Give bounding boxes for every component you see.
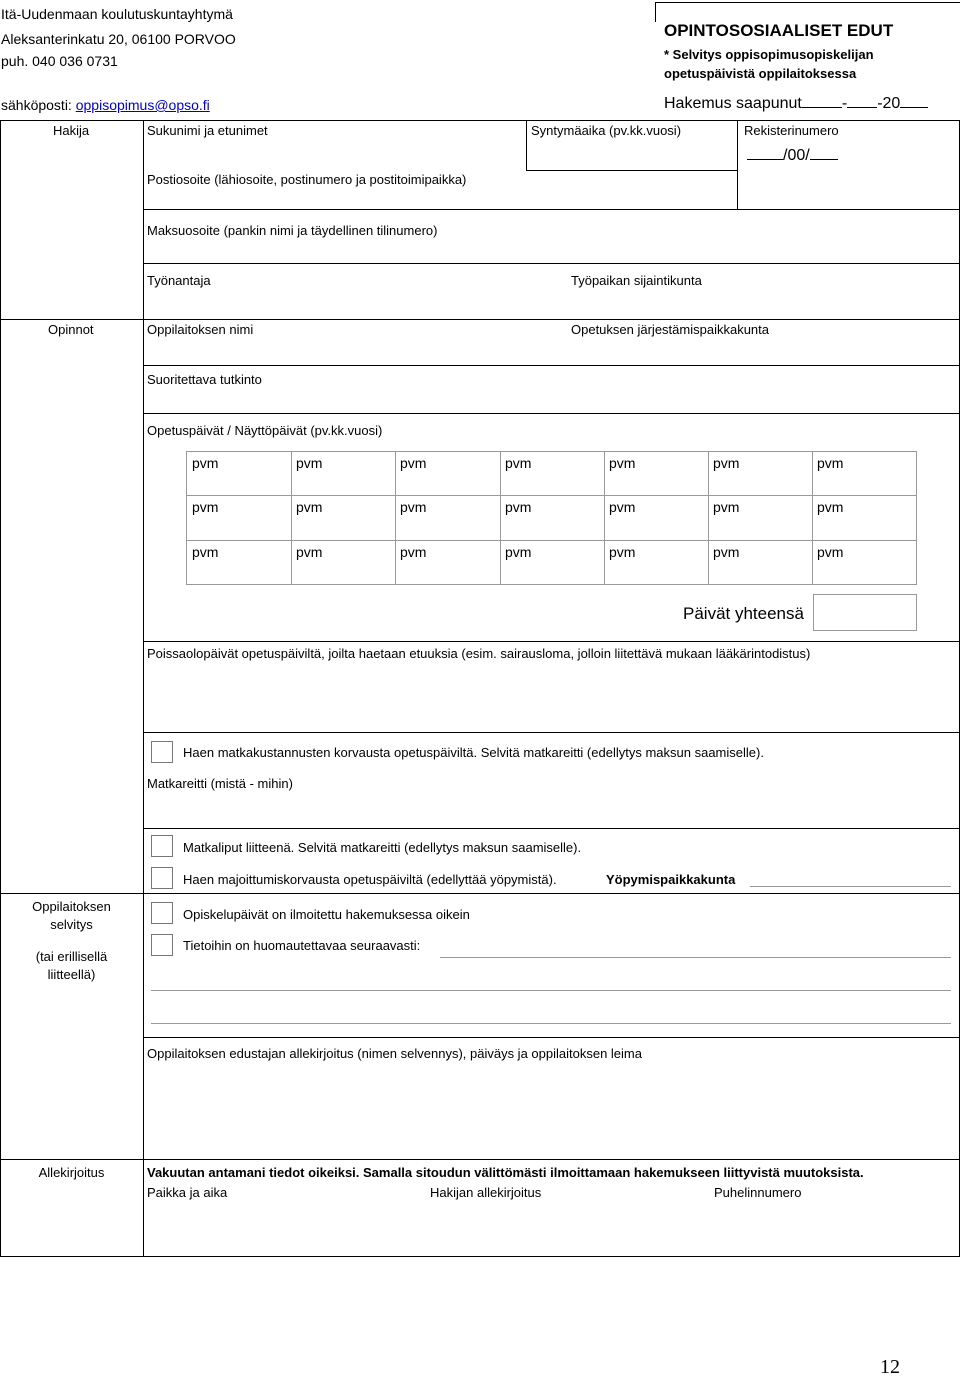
date-cell[interactable]: pvm — [400, 499, 427, 515]
declaration-text: Vakuutan antamani tiedot oikeiksi. Samalla sitoudun välittömästi ilmoittamaan hakemukseen liittyvistä muutoksista. — [147, 1165, 864, 1180]
email-label: sähköposti: — [1, 97, 72, 113]
date-cell[interactable]: pvm — [609, 499, 636, 515]
register-field-value: /00/ — [747, 146, 838, 165]
header-top-line — [655, 2, 960, 3]
place-date-label: Paikka ja aika — [147, 1185, 228, 1200]
remarks-checkbox-label: Tietoihin on huomautettavaa seuraavasti: — [183, 938, 421, 953]
frame-top — [0, 120, 960, 121]
route-label: Matkareitti (mistä - mihin) — [147, 776, 293, 791]
form-subtitle-2: opetuspäivistä oppilaitoksessa — [664, 66, 857, 81]
sep-school-signature — [143, 1037, 960, 1038]
lodging-place-line[interactable] — [750, 886, 951, 887]
page-number: 12 — [880, 1356, 900, 1378]
teaching-location-label: Opetuksen järjestämispaikkakunta — [571, 322, 769, 337]
remarks-checkbox[interactable] — [151, 934, 173, 956]
date-cell[interactable]: pvm — [192, 499, 219, 515]
confirm-checkbox[interactable] — [151, 902, 173, 924]
date-cell[interactable]: pvm — [296, 544, 323, 560]
employer-field-label: Työnantaja — [147, 273, 211, 288]
date-cell[interactable]: pvm — [505, 544, 532, 560]
address-field-label: Postiosoite (lähiosoite, postinumero ja postitoimipaikka) — [147, 172, 467, 187]
tickets-checkbox[interactable] — [151, 835, 173, 857]
form-title: OPINTOSOSIAALISET EDUT — [664, 21, 894, 40]
section-studies: Opinnot — [48, 322, 94, 337]
section-school-report-1: Oppilaitoksen — [32, 899, 111, 914]
travel-checkbox[interactable] — [151, 741, 173, 763]
label-column-divider — [143, 120, 144, 1257]
birth-field-label: Syntymäaika (pv.kk.vuosi) — [531, 123, 682, 138]
date-cell[interactable]: pvm — [505, 499, 532, 515]
frame-left — [0, 120, 1, 1257]
sep-employer — [143, 263, 960, 264]
sep-degree — [143, 365, 960, 366]
phone-label: Puhelinnumero — [714, 1185, 802, 1200]
school-signature-label: Oppilaitoksen edustajan allekirjoitus (nimen selvennys), päiväys ja oppilaitoksen leima — [147, 1046, 642, 1061]
applicant-signature-label: Hakijan allekirjoitus — [430, 1185, 542, 1200]
section-applicant: Hakija — [53, 123, 90, 138]
total-days-input[interactable] — [813, 594, 917, 631]
birth-cell-left — [526, 120, 527, 170]
days-label: Opetuspäivät / Näyttöpäivät (pv.kk.vuosi) — [147, 423, 383, 438]
section-signature: Allekirjoitus — [38, 1165, 105, 1180]
register-cell-left — [737, 120, 738, 209]
date-cell[interactable]: pvm — [817, 499, 844, 515]
form-subtitle-1: * Selvitys oppisopimusopiskelijan — [664, 47, 874, 62]
date-cell[interactable]: pvm — [713, 499, 740, 515]
payment-field-label: Maksuosoite (pankin nimi ja täydellinen tilinumero) — [147, 223, 438, 238]
email-link[interactable]: oppisopimus@opso.fi — [75, 97, 210, 113]
sep-payment — [143, 209, 960, 210]
degree-label: Suoritettava tutkinto — [147, 372, 262, 387]
section-school-report-3: (tai erillisellä — [35, 949, 108, 964]
travel-checkbox-label: Haen matkakustannusten korvausta opetuspäiviltä. Selvitä matkareitti (edellytys maksun saamiselle). — [183, 745, 764, 760]
date-cell[interactable]: pvm — [296, 455, 323, 471]
section-sep-studies — [0, 319, 960, 320]
absence-label: Poissaolopäivät opetuspäiviltä, joilta haetaan etuuksia (esim. sairausloma, jolloin liitettävä mukaan lääkärintodistus) — [147, 646, 811, 661]
date-cell[interactable]: pvm — [609, 455, 636, 471]
frame-bottom — [0, 1256, 960, 1257]
date-cell[interactable]: pvm — [713, 544, 740, 560]
section-school-report-4: liitteellä) — [47, 967, 96, 982]
tickets-checkbox-label: Matkaliput liitteenä. Selvitä matkareitti (edellytys maksun saamiselle). — [183, 840, 582, 855]
received-stamp: Hakemus saapunut - -20 — [664, 94, 928, 113]
date-cell[interactable]: pvm — [192, 455, 219, 471]
remarks-line-3[interactable] — [151, 1023, 951, 1024]
total-days-label: Päivät yhteensä — [683, 604, 804, 623]
sep-route — [143, 828, 960, 829]
sep-absence — [143, 641, 960, 642]
lodging-checkbox[interactable] — [151, 867, 173, 889]
confirm-checkbox-label: Opiskelupäivät on ilmoitettu hakemuksessa oikein — [183, 907, 470, 922]
date-cell[interactable]: pvm — [296, 499, 323, 515]
section-sep-school — [0, 893, 960, 894]
header-divider — [655, 2, 656, 22]
date-cell[interactable]: pvm — [400, 544, 427, 560]
date-cell[interactable]: pvm — [400, 455, 427, 471]
date-cell[interactable]: pvm — [713, 455, 740, 471]
org-name: Itä-Uudenmaan koulutuskuntayhtymä — [1, 6, 233, 22]
birth-cell-bottom — [526, 170, 738, 171]
org-address: Aleksanterinkatu 20, 06100 PORVOO — [1, 31, 236, 47]
org-phone: puh. 040 036 0731 — [1, 53, 118, 69]
date-cell[interactable]: pvm — [192, 544, 219, 560]
sep-days — [143, 413, 960, 414]
section-sep-signature — [0, 1159, 960, 1160]
lodging-checkbox-label: Haen majoittumiskorvausta opetuspäiviltä (edellyttää yöpymistä). — [183, 872, 557, 887]
lodging-place-label: Yöpymispaikkakunta — [606, 872, 736, 887]
date-cell[interactable]: pvm — [817, 544, 844, 560]
date-cell[interactable]: pvm — [609, 544, 636, 560]
date-cell[interactable]: pvm — [505, 455, 532, 471]
section-school-report-2: selvitys — [50, 917, 93, 932]
remarks-line-1[interactable] — [440, 957, 951, 958]
school-name-label: Oppilaitoksen nimi — [147, 322, 254, 337]
sep-travel — [143, 732, 960, 733]
register-field-label: Rekisterinumero — [744, 123, 839, 138]
name-field-label: Sukunimi ja etunimet — [147, 123, 268, 138]
org-email — [1, 97, 210, 114]
remarks-line-2[interactable] — [151, 990, 951, 991]
workplace-field-label: Työpaikan sijaintikunta — [571, 273, 702, 288]
date-cell[interactable]: pvm — [817, 455, 844, 471]
